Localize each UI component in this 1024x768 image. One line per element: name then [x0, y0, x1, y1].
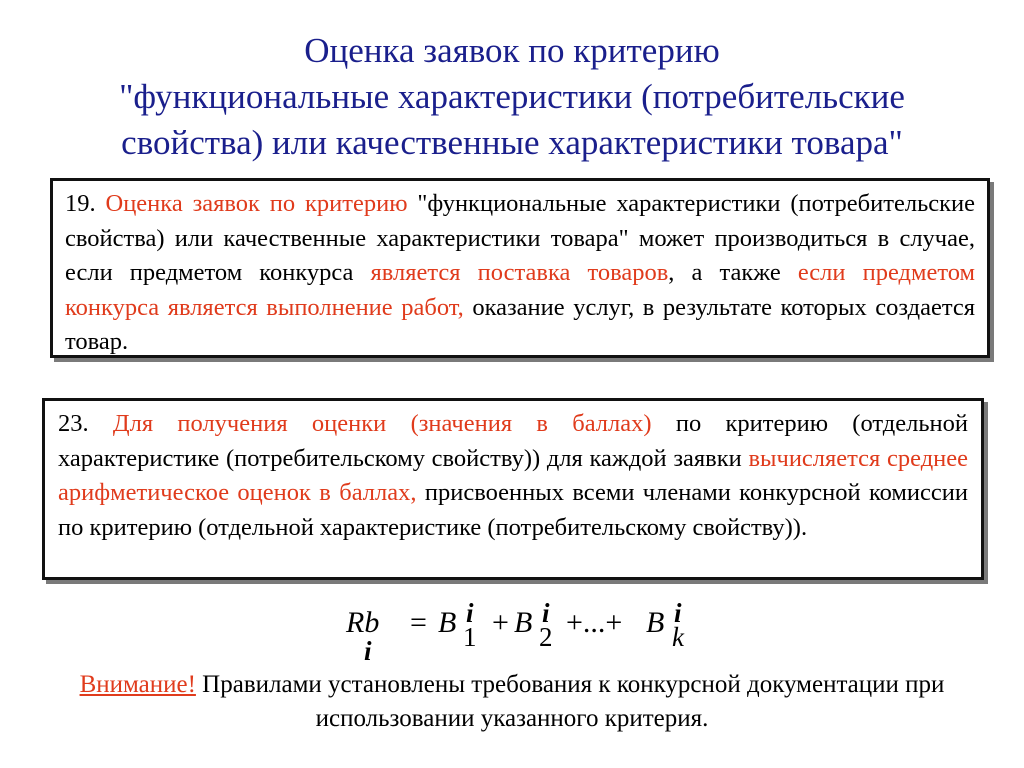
formula-bk-superscript: i [674, 598, 682, 628]
attention-text: Правилами установлены требования к конкурсной документации при использовании указанного критерия. [202, 671, 945, 732]
clause-19-text-3: оказание услуг, в результате которых создается товар. [65, 293, 976, 355]
title-line-1: Оценка заявок по критерию [304, 31, 720, 70]
slide-title [40, 28, 984, 166]
clause-23-text-2: присвоенных всеми членами конкурсной комиссии по критерию (отдельной характеристике (потребительскому свойству)). [58, 479, 969, 541]
formula-rb: Rb [346, 606, 380, 639]
formula-b1-subscript: 1 [463, 622, 477, 652]
formula-b2-superscript: i [542, 598, 550, 628]
attention-note [40, 668, 984, 736]
clause-23-number: 23. [58, 410, 89, 437]
attention-label: Внимание! [79, 671, 196, 698]
clause-23-text-1: по критерию (отдельной характеристике (потребительскому свойству)) для каждой заявки [58, 410, 968, 472]
clause-19-highlight-3: если предметом конкурса является выполнение работ, [65, 259, 976, 321]
clause-19-highlight-1: Оценка заявок по критерию [105, 190, 408, 217]
rating-formula [342, 598, 702, 670]
title-line-2: "функциональные характеристики (потребительские [119, 77, 905, 116]
clause-19-highlight-2: является поставка товаров [370, 259, 669, 286]
formula-b1-superscript: i [466, 598, 474, 628]
formula-plus: + [492, 606, 509, 639]
formula-b2-subscript: 2 [539, 622, 553, 652]
title-line-3: свойства) или качественные характеристики товара" [121, 123, 903, 162]
clause-19-number: 19. [65, 190, 96, 217]
formula-bk-subscript: k [672, 622, 684, 652]
formula-b1: B [438, 606, 457, 639]
clause-23-box [42, 398, 984, 580]
formula-b2: B [514, 606, 533, 639]
formula-rb-subscript: i [364, 636, 372, 666]
formula-dots: +...+ [566, 606, 623, 639]
clause-19-box [50, 178, 990, 358]
clause-19-text-1: "функциональные характеристики (потребительские свойства) или качественные характеристики товара" может производиться в случае, если предметом конкурса [65, 190, 976, 286]
formula-equals: = [410, 606, 427, 639]
clause-23-highlight-1: Для получения оценки (значения в баллах) [112, 410, 652, 437]
formula-bk: B [646, 606, 665, 639]
clause-23-highlight-2: вычисляется среднее арифметическое оценок в баллах, [58, 444, 969, 506]
clause-19-text-2: , а также [668, 259, 781, 286]
